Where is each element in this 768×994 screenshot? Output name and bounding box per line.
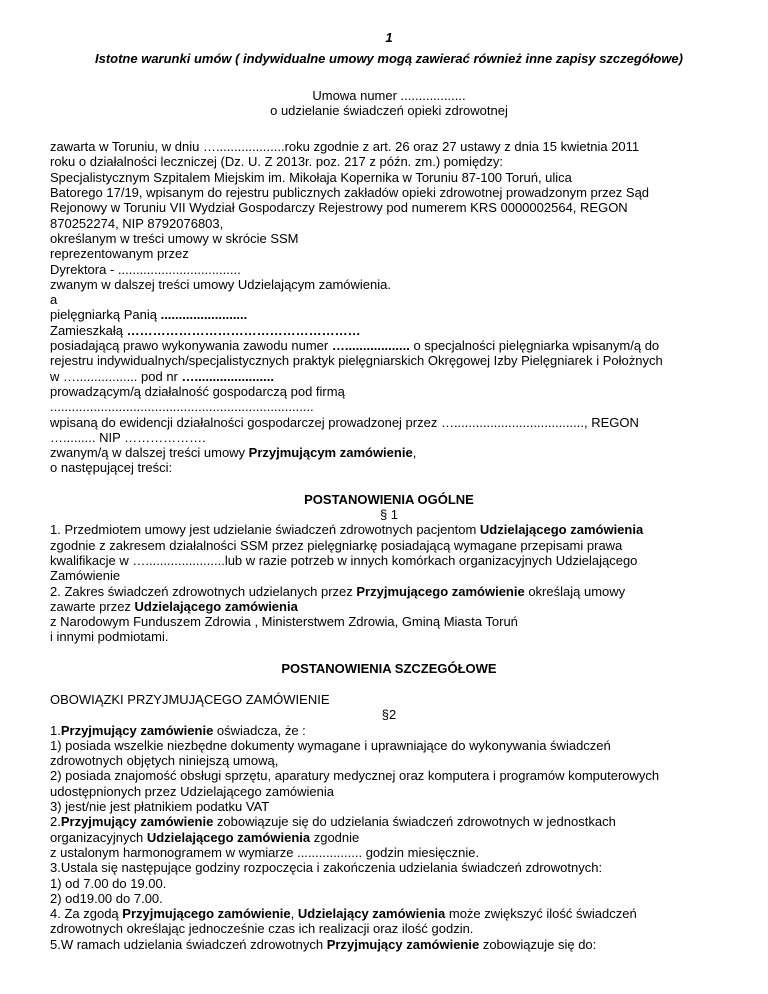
- p2-line: [50, 814, 728, 829]
- business-line: …......... NIP ……………….: [50, 429, 206, 445]
- contract-title: [50, 88, 728, 119]
- p2-text: zobowiązuje się do udzielania świadczeń zdrowotnych w jednostkach: [213, 814, 616, 830]
- p2-bold: Przyjmującego zamówienie: [122, 906, 291, 922]
- contractor-bold: Przyjmującym zamówienie: [248, 445, 413, 461]
- p1-text: 2. Zakres świadczeń zdrowotnych udzielanych przez: [50, 583, 357, 599]
- contractor-line: [50, 445, 728, 460]
- residence-label: Zamieszkałą: [50, 322, 127, 338]
- business-line: prowadzącym/ą działalność gospodarczą pod firmą: [50, 383, 345, 399]
- intro-line: reprezentowanym przez: [50, 246, 189, 262]
- nurse-name-blank: ........................: [160, 307, 248, 323]
- nurse-label: pielęgniarką Panią: [50, 307, 161, 323]
- page-number: 1: [385, 30, 393, 45]
- p2-line: [50, 937, 728, 952]
- parties-section: [50, 139, 728, 476]
- p2-bold: Udzielający zamówienia: [297, 906, 446, 922]
- p1-line: [50, 522, 728, 537]
- license-suffix: o specjalności pielęgniarka wpisanym/ą do: [409, 338, 660, 354]
- p2-list-item: 2) posiada znajomość obsługi sprzętu, aparatury medycznej oraz komputera i programów komputerowych: [50, 768, 660, 784]
- p2-list-item: zdrowotnych objętych niniejszą umową,: [50, 753, 279, 769]
- p2-line: z ustalonym harmonogramem w wymiarze .................. godzin miesięcznie.: [50, 844, 480, 860]
- p2-line: [50, 830, 728, 845]
- p2-text: zgodnie: [310, 829, 360, 845]
- p2-list-item: 3) jest/nie jest płatnikiem podatku VAT: [50, 799, 270, 815]
- residence-line: [50, 323, 728, 338]
- p2-bold: Przyjmujący zamówienie: [60, 814, 214, 830]
- p1-line: [50, 599, 728, 614]
- p1-line: zgodnie z zakresem działalności SSM przez pielęgniarkę posiadającą wymagane przepisami prawa: [50, 537, 623, 553]
- p2-list-item: 1) posiada wszelkie niezbędne dokumenty wymagane i uprawniające do wykonywania świadczeń: [50, 737, 611, 753]
- paragraph-2-sign: §2: [381, 707, 397, 723]
- p2-text: 5.W ramach udzielania świadczeń zdrowotnych: [50, 936, 327, 952]
- p2-bold: Udzielającego zamówienia: [146, 829, 311, 845]
- p2-bold: Przyjmujący zamówienie: [60, 722, 214, 738]
- business-line: .........................................................................: [50, 399, 314, 415]
- p1-line: Zamówienie: [50, 568, 121, 584]
- p2-text: organizacyjnych: [50, 829, 147, 845]
- general-provisions-heading: POSTANOWIENIA OGÓLNE: [304, 491, 474, 507]
- register-number-blank: …......................: [181, 368, 274, 384]
- p2-text: 4. Za zgodą: [50, 906, 123, 922]
- p1-bold: Udzielającego zamówienia: [134, 598, 298, 614]
- p2-line: 2) od19.00 do 7.00.: [50, 890, 163, 906]
- intro-line: 870252274, NIP 8792076803,: [50, 215, 224, 231]
- contractor-suffix: ,: [412, 445, 417, 461]
- register-number-line: [50, 369, 728, 384]
- p1-line: i innymi podmiotami.: [50, 629, 169, 645]
- intro-line: Rejonowy w Toruniu VII Wydział Gospodarczy Rejestrowy pod numerem KRS 0000002564, REGON: [50, 200, 628, 216]
- license-line: [50, 338, 728, 353]
- p2-text: 1.: [50, 722, 61, 738]
- business-line: wpisaną do ewidencji działalności gospodarczej prowadzonej przez …...................................., REGON: [50, 414, 639, 430]
- intro-line: Specjalistycznym Szpitalem Miejskim im. Mikołaja Kopernika w Toruniu 87-100 Toruń, ulica: [50, 169, 572, 185]
- p2-text: ,: [290, 906, 298, 922]
- intro-line: zwanym w dalszej treści umowy Udzielającym zamówienia.: [50, 276, 391, 292]
- p1-bold: Udzielającego zamówienia: [479, 522, 644, 538]
- p2-text: zobowiązuje się do:: [479, 936, 597, 952]
- paragraph-2: [50, 723, 728, 952]
- p2-line: [50, 723, 728, 738]
- p2-line: 3.Ustala się następujące godziny rozpoczęcia i zakończenia udzielania świadczeń zdrowotnych:: [50, 860, 603, 876]
- p2-line: zdrowotnych określając jednocześnie czas ich realizacji oraz ilość godzin.: [50, 921, 474, 937]
- p2-list-item: udostępnionych przez Udzielającego zamówienia: [50, 783, 335, 799]
- following-line: o następującej treści:: [50, 460, 173, 476]
- p1-text: określają umowy: [524, 583, 626, 599]
- intro-line: określanym w treści umowy w skrócie SSM: [50, 230, 299, 246]
- residence-blank: ………………………………………………: [126, 322, 361, 338]
- intro-line: Dyrektora - ..................................: [50, 261, 241, 277]
- license-blank: …..................: [331, 338, 410, 354]
- p1-line: kwalifikacje w …......................lub w razie potrzeb w innych komórkach organizacyjnych Udzielającego: [50, 552, 638, 568]
- detailed-provisions-heading: POSTANOWIENIA SZCZEGÓŁOWE: [281, 660, 497, 676]
- p2-line: 1) od 7.00 do 19.00.: [50, 875, 167, 891]
- contractor-label: zwanym/ą w dalszej treści umowy: [50, 445, 249, 461]
- license-label: posiadającą prawo wykonywania zawodu numer: [50, 338, 332, 354]
- intro-line: roku o działalności leczniczej (Dz. U. Z 2013r. poz. 217 z późn. zm.) pomiędzy:: [50, 154, 504, 170]
- register-number-label: w …................. pod nr: [50, 368, 182, 384]
- intro-line: Batorego 17/19, wpisanym do rejestru publicznych zakładów opieki zdrowotnej prowadzonym przez Sąd: [50, 185, 650, 201]
- p1-text: zawarte przez: [50, 598, 135, 614]
- document-subtitle: Istotne warunki umów ( indywidualne umowy mogą zawierać również inne zapisy szczegółowe): [94, 51, 683, 67]
- nurse-line: [50, 307, 728, 322]
- paragraph-1: [50, 522, 728, 644]
- register-line: rejestru indywidualnych/specjalistycznych praktyk pielęgniarskich Okręgowej Izby Pielęgniarek i Położnych: [50, 353, 663, 369]
- paragraph-1-sign: § 1: [379, 507, 399, 523]
- p2-bold: Przyjmujący zamówienie: [326, 936, 480, 952]
- contract-subject: o udzielanie świadczeń opieki zdrowotnej: [270, 102, 508, 118]
- p2-text: może zwiększyć ilość świadczeń: [445, 906, 637, 922]
- duties-heading: OBOWIĄZKI PRZYJMUJĄCEGO ZAMÓWIENIE: [50, 691, 330, 707]
- p1-line: [50, 584, 728, 599]
- p2-text: oświadcza, że :: [213, 722, 306, 738]
- intro-line: zawarta w Toruniu, w dniu …...................roku zgodnie z art. 26 oraz 27 ustawy z dnia 15 kwietnia 2011: [50, 139, 640, 155]
- p1-line: z Narodowym Funduszem Zdrowia , Ministerstwem Zdrowia, Gminą Miasta Toruń: [50, 614, 518, 630]
- contract-number: Umowa numer ..................: [312, 87, 466, 103]
- p1-text: 1. Przedmiotem umowy jest udzielanie świadczeń zdrowotnych pacjentom: [50, 522, 480, 538]
- p1-bold: Przyjmującego zamówienie: [356, 583, 525, 599]
- p2-line: [50, 906, 728, 921]
- intro-line: a: [50, 292, 58, 308]
- p2-text: 2.: [50, 814, 61, 830]
